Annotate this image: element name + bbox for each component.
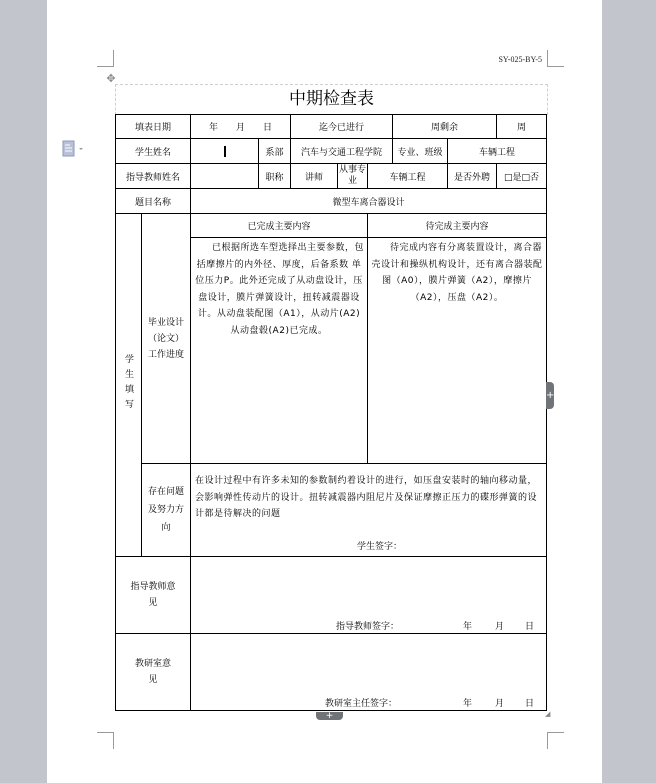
table-resize-handle-icon[interactable]: ◢ bbox=[545, 710, 551, 718]
topic-value[interactable]: 微型车离合器设计 bbox=[191, 189, 547, 214]
title-value[interactable]: 讲师 bbox=[291, 164, 338, 189]
department-label: 系部 bbox=[259, 139, 291, 164]
document-code: SY-025-BY-5 bbox=[498, 55, 542, 64]
issues-cell[interactable] bbox=[191, 464, 547, 557]
advisor-signature-label: 指导教师签字： bbox=[336, 622, 400, 632]
external-hire-label: 是否外聘 bbox=[448, 164, 497, 189]
pending-header: 待完成主要内容 bbox=[368, 214, 547, 238]
specialty-value[interactable]: 车辆工程 bbox=[368, 164, 448, 189]
student-signature-label: 学生签字： bbox=[357, 542, 403, 552]
student-fill-label: 学生填写 bbox=[116, 214, 142, 557]
completed-content[interactable]: 已根据所选车型选择出主要参数，包括摩擦片的内外径、厚度，后备系数 单位压力P。此外还完成了从动盘设计，压盘设计，膜片弹簧设计，扭转减震器设计。从动盘装配图（A1），从动片(A2) 从动盘毂(A2)已完成。 bbox=[191, 238, 368, 464]
advisor-day: 日 bbox=[525, 622, 535, 632]
major-class-value[interactable]: 车辆工程 bbox=[448, 139, 547, 164]
crop-mark-bottom-right bbox=[547, 732, 564, 749]
document-outline-icon[interactable] bbox=[62, 140, 84, 158]
advisor-month: 月 bbox=[495, 622, 505, 632]
remaining-weeks-label[interactable]: 周剩余 bbox=[393, 115, 497, 139]
issues-label: 存在问题及努力方向 bbox=[142, 464, 191, 557]
crop-mark-top-right bbox=[547, 50, 564, 67]
topic-label: 题目名称 bbox=[116, 189, 191, 214]
office-month: 月 bbox=[495, 699, 505, 709]
pending-content[interactable]: 待完成内容有分离装置设计，离合器壳设计和操纵机构设计，还有离合器装配图（A0），膜片弹簧（A2），摩擦片（A2），压盘（A2）。 bbox=[368, 238, 547, 464]
add-column-button[interactable]: + bbox=[546, 382, 554, 409]
progress-weeks-label[interactable]: 迄今已进行 bbox=[291, 115, 393, 139]
department-value[interactable]: 汽车与交通工程学院 bbox=[291, 139, 393, 164]
advisor-name-field[interactable] bbox=[191, 164, 259, 189]
page-title[interactable]: 中期检查表 bbox=[115, 84, 548, 115]
advisor-opinion-label: 指导教师意 见 bbox=[116, 557, 191, 634]
advisor-opinion-field[interactable] bbox=[191, 557, 547, 634]
progress-label: 毕业设计（论文）工作进度 bbox=[142, 214, 191, 464]
fill-date-value[interactable]: 年 月 日 bbox=[191, 115, 291, 139]
crop-mark-top-left bbox=[97, 50, 114, 67]
midterm-check-table bbox=[115, 114, 547, 711]
title-label: 职称 bbox=[259, 164, 291, 189]
major-class-label: 专业、班级 bbox=[393, 139, 448, 164]
advisor-year: 年 bbox=[463, 622, 473, 632]
crop-mark-bottom-left bbox=[97, 732, 114, 749]
table-move-handle-icon[interactable]: ✥ bbox=[106, 72, 116, 85]
text-cursor bbox=[224, 146, 226, 157]
office-day: 日 bbox=[525, 699, 535, 709]
student-name-label: 学生姓名 bbox=[116, 139, 191, 164]
fill-date-label: 填表日期 bbox=[116, 115, 191, 139]
specialty-label: 从事专业 bbox=[338, 164, 368, 189]
week-unit[interactable]: 周 bbox=[497, 115, 547, 139]
external-hire-checkboxes[interactable]: □是□否 bbox=[497, 164, 547, 189]
advisor-name-label: 指导教师姓名 bbox=[116, 164, 191, 189]
office-opinion-field[interactable] bbox=[191, 634, 547, 711]
completed-header: 已完成主要内容 bbox=[191, 214, 368, 238]
office-signature-label: 教研室主任签字： bbox=[325, 699, 398, 709]
add-row-button[interactable]: + bbox=[316, 712, 343, 720]
office-opinion-label: 教研室意 见 bbox=[116, 634, 191, 711]
office-year: 年 bbox=[463, 699, 473, 709]
student-name-field[interactable] bbox=[191, 139, 259, 164]
issues-content[interactable]: 在设计过程中有许多未知的参数制约着设计的进行，如压盘安装时的轴向移动量，会影响弹性传动片的设计。扭转减震器内阻尼片及保证摩擦正压力的碟形弹簧的设计都是待解决的问题 bbox=[195, 476, 538, 519]
